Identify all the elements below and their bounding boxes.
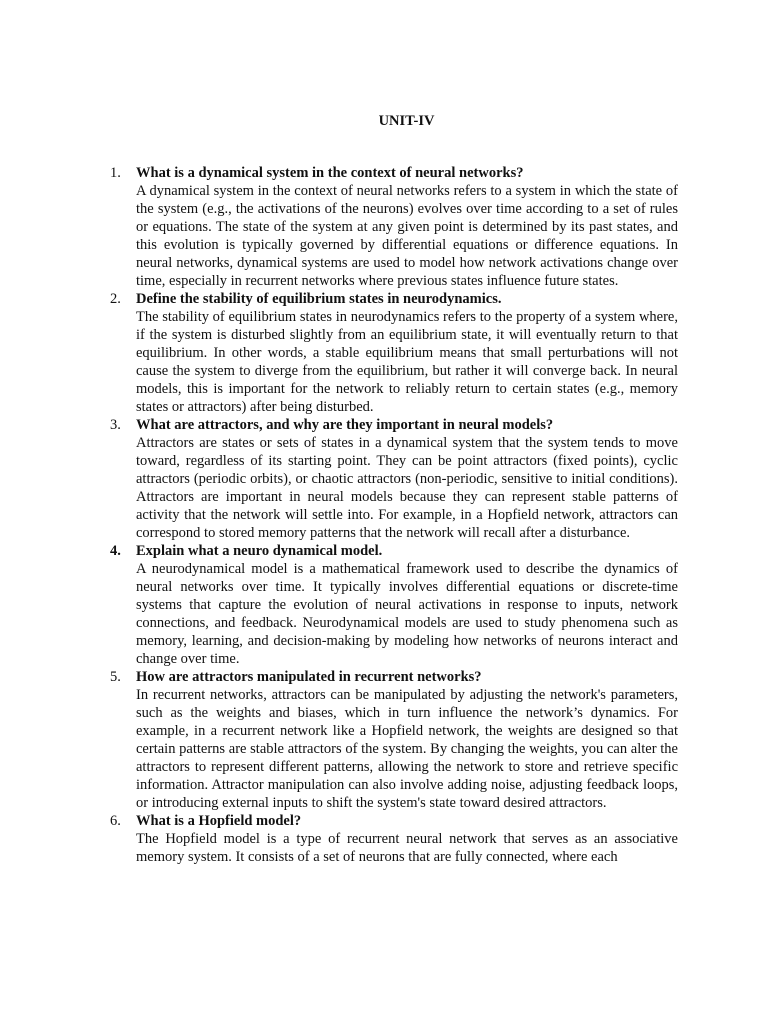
answer-text: The Hopfield model is a type of recurrent neural network that serves as an associative memory system. It consists of a set of neurons that are fully connected, where each [136, 831, 678, 865]
question-number: 6. [110, 813, 121, 829]
question-text: Explain what a neuro dynamical model. [136, 543, 383, 559]
question-number: 3. [110, 417, 121, 433]
answer-text: A neurodynamical model is a mathematical framework used to describe the dynamics of neural networks over time. It typically involves differential equations or discrete-time systems that capture the evolution of neural activations in response to inputs, network connections, and feedback. Neurodynamical models are used to study phenomena such as memory, learning, and decision-making by modeling how networks of neurons interact and change over time. [136, 561, 678, 667]
question-text: What are attractors, and why are they important in neural models? [136, 417, 554, 433]
answer-text: A dynamical system in the context of neural networks refers to a system in which the state of the system (e.g., the activations of the neurons) evolves over time according to a set of rules or equations. The state of the system at any given point is determined by its past states, and this evolution is typically governed by differential equations or difference equations. In neural networks, dynamical systems are used to model how network activations change over time, especially in recurrent networks where previous states influence future states. [136, 183, 678, 289]
question-item-4 [110, 542, 678, 668]
question-text: Define the stability of equilibrium states in neurodynamics. [136, 291, 502, 307]
answer-text: The stability of equilibrium states in neurodynamics refers to the property of a system where, if the system is disturbed slightly from an equilibrium state, it will eventually return to that equilibrium. In other words, a stable equilibrium means that small perturbations will not cause the system to diverge from the equilibrium, but rather it will converge back. In neural models, this is important for the network to reliably return to certain states (e.g., memory states or attractors) after being disturbed. [136, 309, 678, 415]
answer-text: Attractors are states or sets of states in a dynamical system that the system tends to move toward, regardless of its starting point. They can be point attractors (fixed points), cyclic attractors (periodic orbits), or chaotic attractors (non-periodic, sensitive to initial conditions). Attractors are important in neural models because they can represent stable patterns of activity that the network will settle into. For example, in a Hopfield network, attractors can correspond to stored memory patterns that the network will recall after a disturbance. [136, 435, 678, 541]
question-text: What is a Hopfield model? [136, 813, 302, 829]
question-number: 1. [110, 165, 121, 181]
question-number: 5. [110, 669, 121, 685]
question-item-6 [110, 812, 678, 866]
question-item-5 [110, 668, 678, 812]
question-text: What is a dynamical system in the context of neural networks? [136, 165, 524, 181]
question-list [110, 164, 678, 866]
question-item-1 [110, 164, 678, 290]
unit-title: UNIT-IV [378, 113, 435, 129]
question-number: 4. [110, 543, 121, 559]
question-number: 2. [110, 291, 121, 307]
question-item-3 [110, 416, 678, 542]
answer-text: In recurrent networks, attractors can be manipulated by adjusting the network's parameters, such as the weights and biases, which in turn influence the network’s dynamics. For example, in a recurrent network like a Hopfield network, the weights are designed so that certain patterns are stable attractors of the system. By changing the weights, you can alter the attractors to represent different patterns, allowing the network to store and retrieve specific information. Attractor manipulation can also involve adding noise, adjusting feedback loops, or introducing external inputs to shift the system's state toward desired attractors. [136, 687, 678, 811]
question-text: How are attractors manipulated in recurrent networks? [136, 669, 482, 685]
question-item-2 [110, 290, 678, 416]
